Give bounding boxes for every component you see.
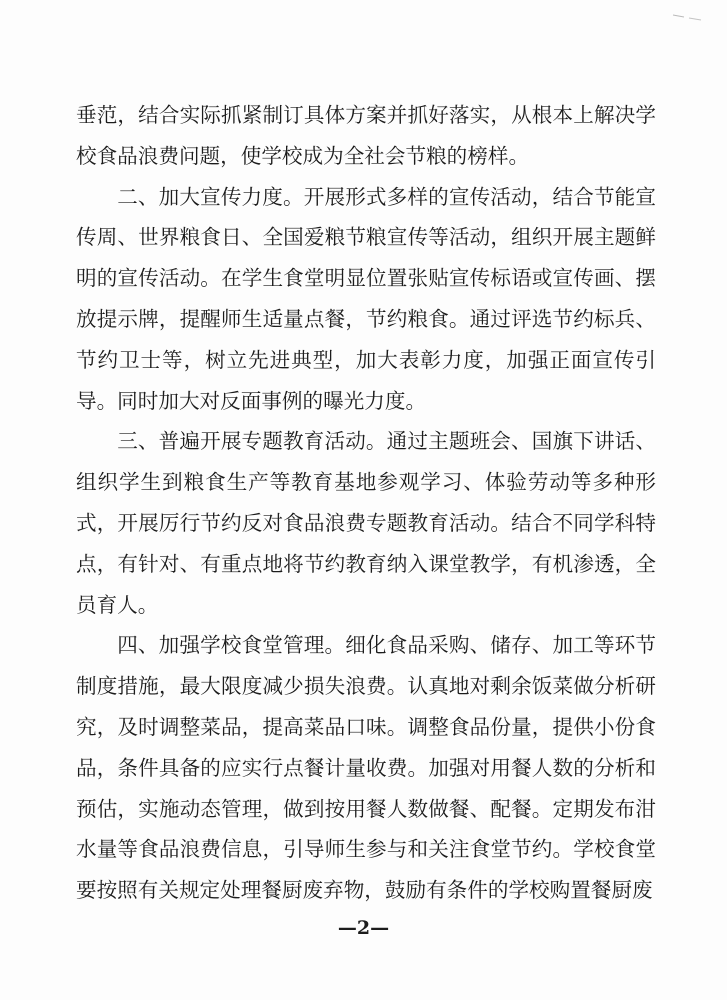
page-number: —2— xyxy=(337,917,390,939)
paragraph-canteen-management: 四、加强学校食堂管理。细化食品采购、储存、加工等环节制度措施，最大限度减少损失浪费。认真地对剩余饭菜做分析研究，及时调整菜品，提高菜品口味。调整食品份量，提供小份食品，条件具备的应实行点餐计量收费。加强对用餐人数的分析和预估，实施动态管理，做到按用餐人数做餐、配餐。定期发布泔水量等食品浪费信息，引导师生参与和关注食堂节约。学校食堂要按照有关规定处理餐厨废弃物，鼓励有条件的学校购置餐厨废 xyxy=(76,633,656,903)
paragraph-education: 三、普遍开展专题教育活动。通过主题班会、国旗下讲话、组织学生到粮食生产等教育基地参观学习、体验劳动等多种形式，开展厉行节约反对食品浪费专题教育活动。结合不同学科特点，有针对、有重点地将节约教育纳入课堂教学，有机渗透，全员育人。 xyxy=(76,429,656,617)
scan-artifact-mark xyxy=(672,12,702,22)
paragraph-publicity: 二、加大宣传力度。开展形式多样的宣传活动，结合节能宣传周、世界粮食日、全国爱粮节粮宣传等活动，组织开展主题鲜明的宣传活动。在学生食堂明显位置张贴宣传标语或宣传画、摆放提示牌，提醒师生适量点餐，节约粮食。通过评选节约标兵、节约卫士等，树立先进典型，加大表彰力度，加强正面宣传引导。同时加大对反面事例的曝光力度。 xyxy=(76,184,656,413)
paragraph-continuation: 垂范，结合实际抓紧制订具体方案并抓好落实，从根本上解决学校食品浪费问题，使学校成为全社会节粮的榜样。 xyxy=(76,103,656,168)
document-body xyxy=(76,95,656,911)
